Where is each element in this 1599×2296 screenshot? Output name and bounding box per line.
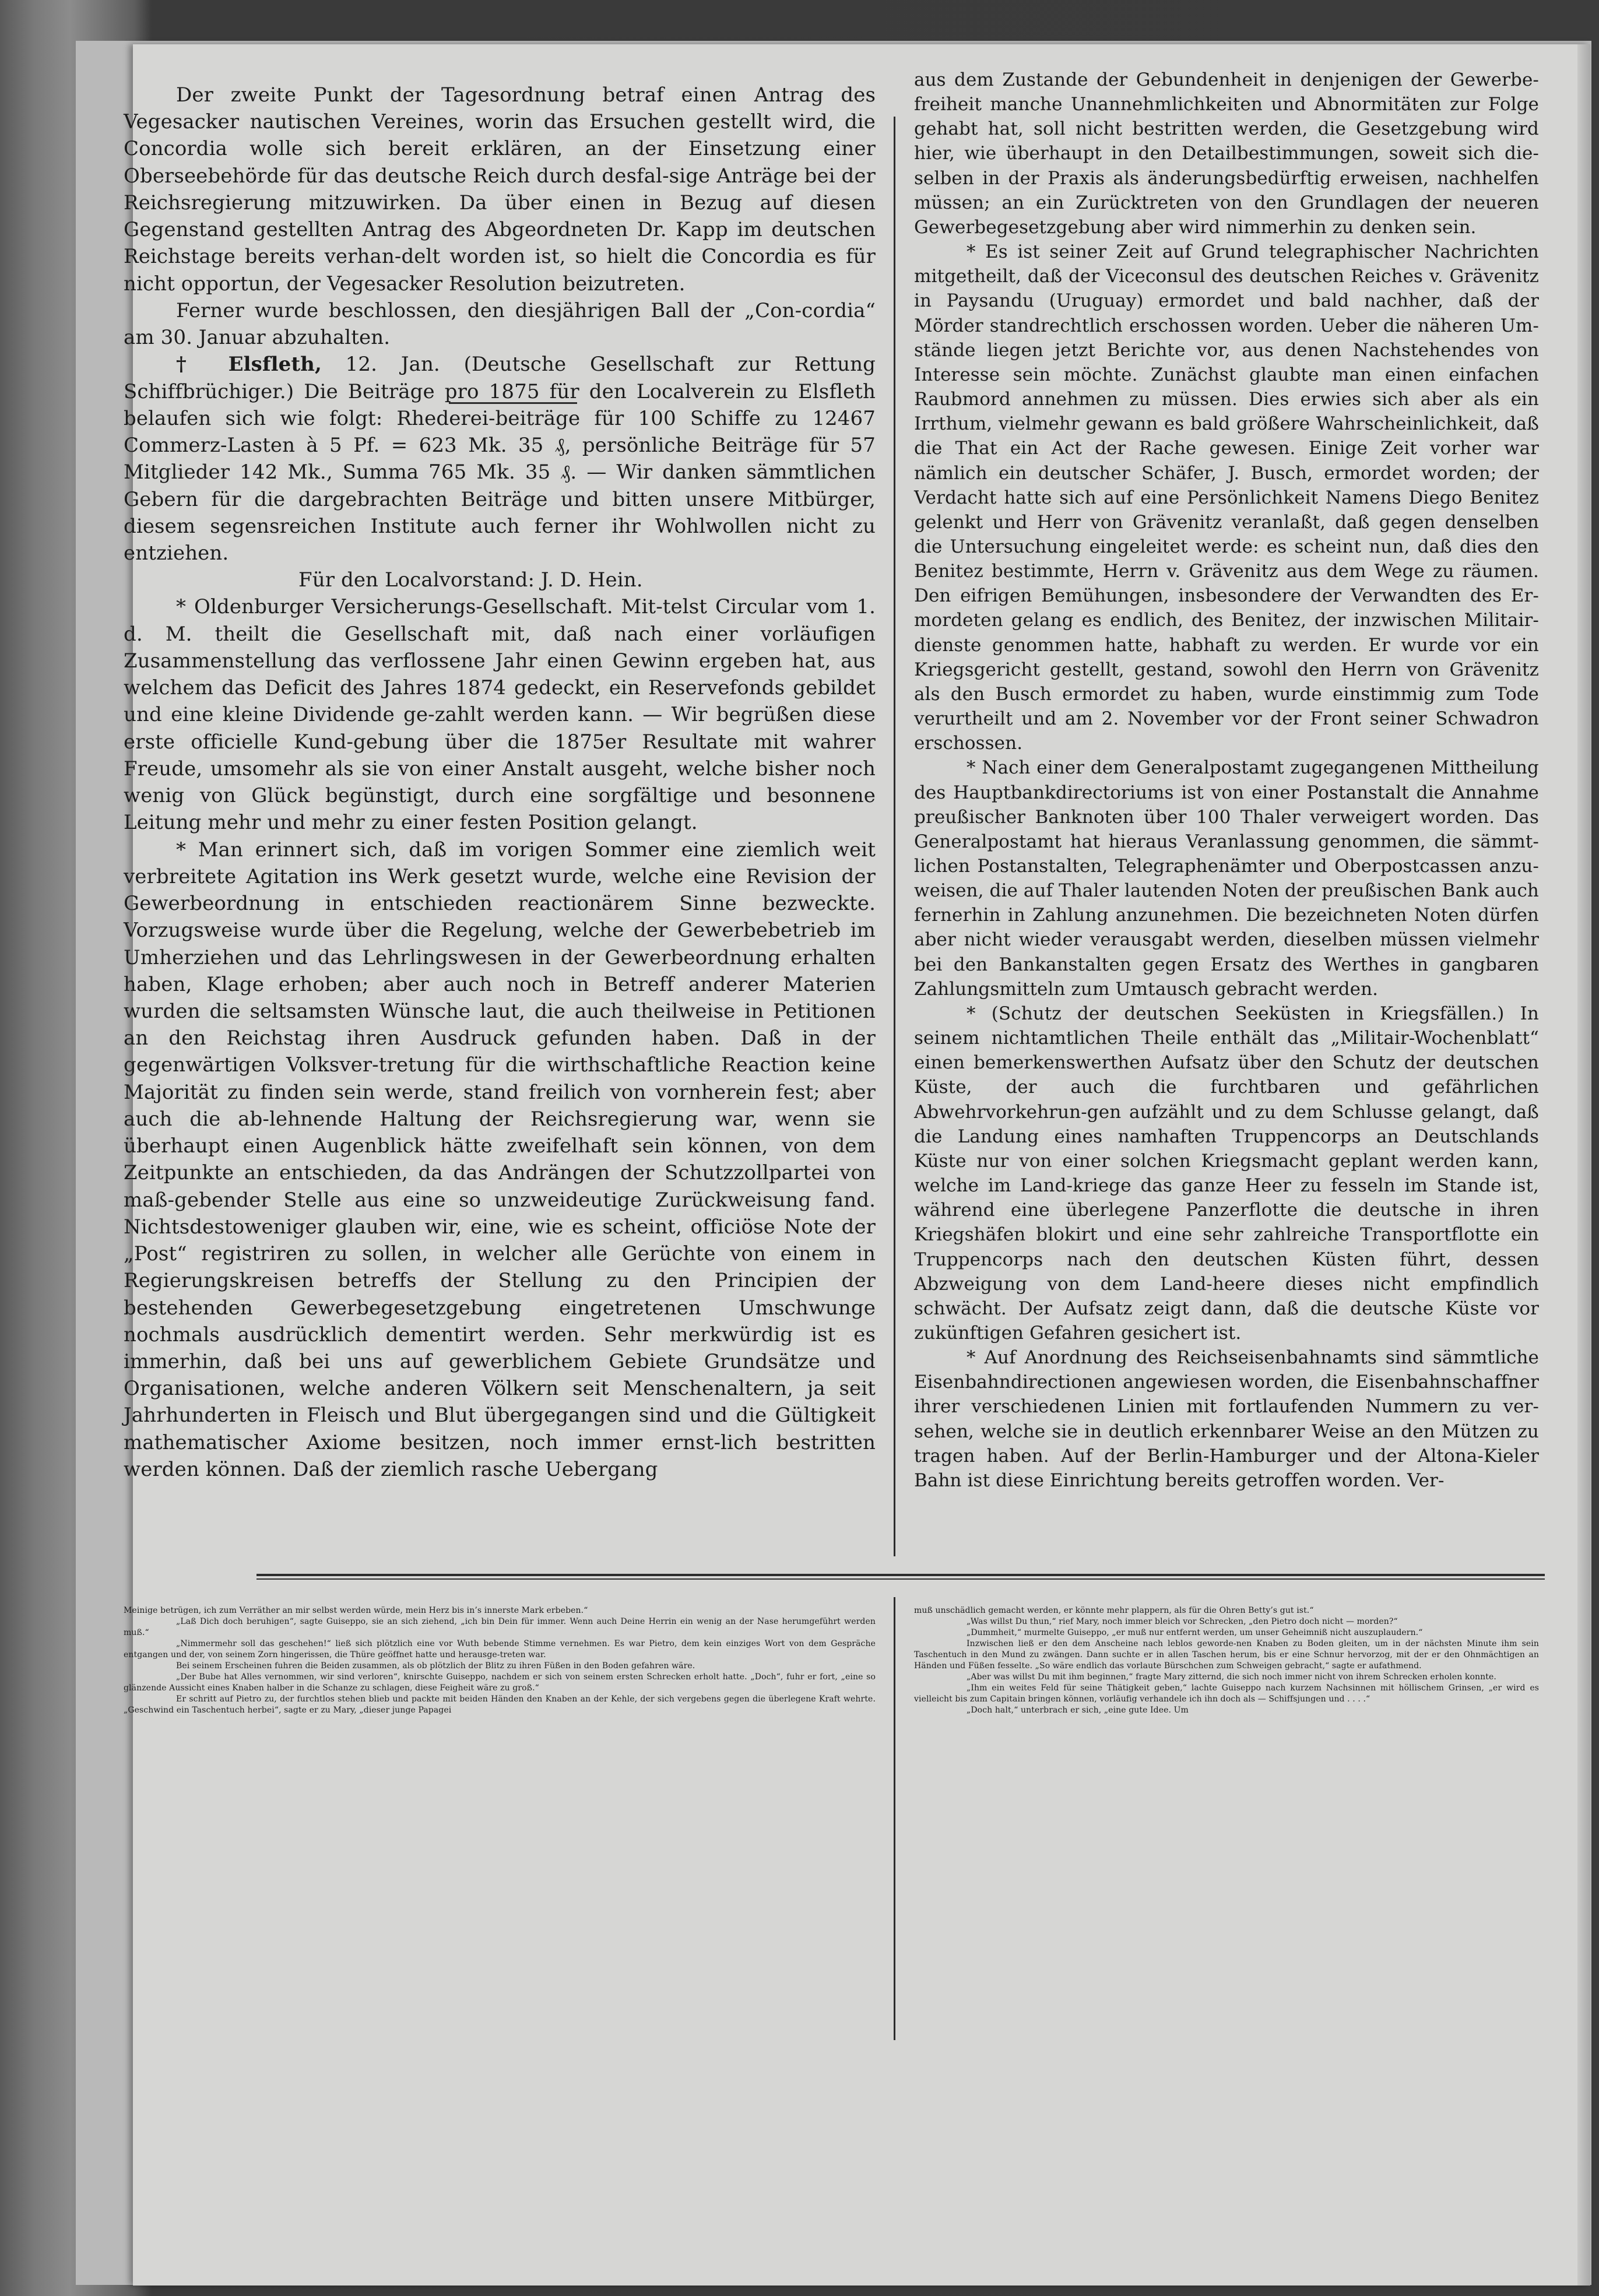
top-right-paragraph: * Auf Anordnung des Reichseisenbahnamts sind sämmtliche Eisenbahndirectionen angewiesen worden, die Eisenbahnschaffner ihrer verschiedenen Linien mit fortlaufenden Nummern zu ver-sehen, welche sie in deutlich erkennbarer Weise an den Mützen zu tragen haben. Auf der Berlin-Hamburger und der Altona-Kieler Bahn ist diese Einrichtung bereits getroffen worden. Ver- bbox=[914, 1347, 1539, 1491]
bottom-left-paragraph: „Nimmermehr soll das geschehen!“ ließ sich plötzlich eine vor Wuth bebende Stimme vernehmen. Es war Pietro, dem kein einziges Wort von dem Gespräche entgangen und der, von seinem Zorn hingerissen, die Thüre geöffnet hatte und herausge-treten war. bbox=[124, 1639, 876, 1660]
page-edge bbox=[1577, 44, 1590, 2286]
bottom-right-paragraph: muß unschädlich gemacht werden, er könnte mehr plappern, als für die Ohren Betty’s gut ist.“ bbox=[914, 1606, 1314, 1615]
column-divider-bottom bbox=[894, 1597, 895, 2040]
top-right-paragraph: * (Schutz der deutschen Seeküsten in Kriegsfällen.) In seinem nichtamtlichen Theile enthält das „Militair-Wochenblatt“ einen bemerkenswerthen Aufsatz über den Schutz der deutschen Küste, der auch die furchtbaren und gefährlichen Abwehrvorkehrun-gen aufzählt und zu dem Schlusse gelangt, daß die Landung eines namhaften Truppencorps an Deutschlands Küste nur von einer solchen Kriegsmacht geplant werden kann, welche im Land-kriege das ganze Heer zu fesseln im Stande ist, während eine überlegene Panzerflotte die deutsche in ihren Kriegshäfen blokirt und eine sehr zahlreiche Transportflotte ein Truppencorps nach den deutschen Küsten führt, dessen Abzweigung von dem Land-heere dieses nicht empfindlich schwächt. Der Aufsatz zeigt dann, daß die deutsche Küste vor zukünftigen Gefahren gesichert ist. bbox=[914, 1003, 1539, 1344]
bottom-right-paragraph: „Dummheit,“ murmelte Guiseppo, „er muß nur entfernt werden, um unser Geheimniß nicht auszuplaudern.“ bbox=[967, 1628, 1423, 1638]
bottom-right-paragraph: „Was willst Du thun,“ rief Mary, noch immer bleich vor Schrecken, „den Pietro doch nicht — morden?“ bbox=[967, 1617, 1398, 1627]
feuilleton-divider bbox=[256, 1574, 1545, 1576]
top-left-paragraph: Ferner wurde beschlossen, den diesjährigen Ball der „Con-cordia“ am 30. Januar abzuhalten. bbox=[124, 298, 876, 350]
feuilleton-column-left bbox=[124, 1605, 876, 2089]
paragraph-text: 12. Jan. (Deutsche Gesellschaft zur Rettung Schiffbrüchiger.) Die Beiträge pro 1875 für den Localverein zu Elsfleth belaufen sich wie folgt: Rhederei-beiträge für 100 Schiffe zu 12467 Commerz-Lasten à 5 Pf. = 623 Mk. 35 ₰, persönliche Beiträge für 57 Mitglieder 142 Mk., Summa 765 Mk. 35 ₰. — Wir danken sämmtlichen Gebern für die dargebrachten Beiträge und bitten unsere Mitbürger, diesem segensreichen Institute auch ferner ihr Wohlwollen nicht zu entziehen. bbox=[124, 353, 876, 565]
bottom-right-paragraph: „Aber was willst Du mit ihm beginnen,“ fragte Mary zitternd, die sich noch immer nicht von ihrem Schrecken erholen konnte. bbox=[967, 1672, 1496, 1682]
top-left-paragraph bbox=[124, 351, 876, 567]
bottom-left-paragraph: Meinige betrügen, ich zum Verräther an mir selbst werden würde, mein Herz bis in’s innerste Mark erbeben.“ bbox=[124, 1606, 588, 1615]
bottom-left-paragraph: „Der Bube hat Alles vernommen, wir sind verloren“, knirschte Guiseppo, nachdem er sich von seinem ersten Schrecken erholt hatte. „Doch“, fuhr er fort, „eine so glänzende Aussicht eines Knaben halber in die Schanze zu schlagen, diese Feigheit wäre zu groß.“ bbox=[124, 1672, 876, 1693]
bottom-left-paragraph: Er schritt auf Pietro zu, der furchtlos stehen blieb und packte mit beiden Händen den Knaben an der Kehle, der sich vergebens gegen die überlegene Kraft wehrte. „Geschwind ein Taschentuch herbei“, sagte er zu Mary, „dieser junge Papagei bbox=[124, 1694, 876, 1715]
top-left-paragraph: Der zweite Punkt der Tagesordnung betraf einen Antrag des Vegesacker nautischen Vereines, worin das Ersuchen gestellt wird, die Concordia wolle sich bereit erklären, an der Einsetzung einer Oberseebehörde für das deutsche Reich durch desfal-sige Anträge bei der Reichsregierung mitzuwirken. Da über einen in Bezug auf diesen Gegenstand gestellten Antrag des Abgeordneten Dr. Kapp im deutschen Reichstage bereits verhan-delt worden ist, so hielt die Concordia es für nicht opportun, der Vegesacker Resolution beizutreten. bbox=[124, 83, 876, 296]
bottom-left-paragraph: „Laß Dich doch beruhigen“, sagte Guiseppo, sie an sich ziehend, „ich bin Dein für immer. Wenn auch Deine Herrin ein wenig an der Nase herumgeführt werden muß.“ bbox=[124, 1617, 876, 1638]
feuilleton-divider-thin bbox=[256, 1578, 1545, 1580]
top-right-paragraph: aus dem Zustande der Gebundenheit in denjenigen der Gewerbe-freiheit manche Unannehmlichkeiten und Abnormitäten zur Folge gehabt hat, soll nicht bestritten werden, die Gesetzgebung wird hier, wie überhaupt in den Detailbestimmungen, soweit sich die-selben in der Praxis als änderungsbedürftig erweisen, nachhelfen müssen; an ein Zurücktreten von den Grundlagen der neueren Gewerbegesetzgebung aber wird nimmerhin zu denken sein. bbox=[914, 69, 1539, 238]
bottom-left-paragraph: Bei seinem Erscheinen fuhren die Beiden zusammen, als ob plötzlich der Blitz zu ihren Füßen in den Boden gefahren wäre. bbox=[176, 1661, 695, 1671]
feuilleton-column-right bbox=[914, 1605, 1539, 2089]
top-right-paragraph: * Es ist seiner Zeit auf Grund telegraphischer Nachrichten mitgetheilt, daß der Viceconsul des deutschen Reiches v. Grävenitz in Paysandu (Uruguay) ermordet und bald nachher, daß der Mörder standrechtlich erschossen worden. Ueber die näheren Um-stände liegen jetzt Berichte vor, aus denen Nachstehendes von Interesse sein möchte. Zunächst glaubte man einen einfachen Raubmord annehmen zu müssen. Dies erwies sich aber als ein Irrthum, vielmehr gewann es bald größere Wahrscheinlichkeit, daß die That ein Act der Rache gewesen. Einige Zeit vorher war nämlich ein deutscher Schäfer, J. Busch, ermordet worden; der Verdacht hatte sich auf eine Persönlichkeit Namens Diego Benitez gelenkt und Herr von Grävenitz veranlaßt, daß gegen denselben die Untersuchung eingeleitet werde: es scheint nun, daß dies den Benitez bestimmte, Herrn v. Grävenitz aus dem Wege zu räumen. Den eifrigen Bemühungen, insbesondere der Verwandten des Er-mordeten gelang es endlich, des Benitez, der inzwischen Militair-dienste genommen hatte, habhaft zu werden. Er wurde vor ein Kriegsgericht gestellt, gestand, sowohl den Herrn von Grävenitz als den Busch ermordet zu haben, wurde einstimmig zum Tode verurtheilt und am 2. November vor der Front seiner Schwadron erschossen. bbox=[914, 241, 1539, 754]
top-right-paragraph: * Nach einer dem Generalpostamt zugegangenen Mittheilung des Hauptbankdirectoriums ist von einer Postanstalt die Annahme preußischer Banknoten über 100 Thaler verweigert worden. Das Generalpostamt hat hieraus Veranlassung genommen, die sämmt-lichen Postanstalten, Telegraphenämter und Oberpostcassen anzu-weisen, die auf Thaler lautenden Noten der preußischen Bank auch fernerhin in Zahlung anzunehmen. Die bezeichneten Noten dürfen aber nicht wieder verausgabt werden, dieselben müssen vielmehr bei den Bankanstalten gegen Ersatz des Werthes in gangbaren Zahlungsmitteln zum Umtausch gebracht werden. bbox=[914, 757, 1539, 1000]
bottom-right-paragraph: Inzwischen ließ er den dem Anscheine nach leblos geworde-nen Knaben zu Boden gleiten, um in der nächsten Minute ihm sein Taschentuch in den Mund zu zwängen. Dann suchte er in allen Taschen herum, bis er eine Schnur hervorzog, mit der er den Ohnmächtigen an Händen und Füßen fesselte. „So wäre endlich das vorlaute Bürschchen zum Schweigen gebracht,“ sagte er aufathmend. bbox=[914, 1639, 1539, 1671]
dateline: † Elsfleth, bbox=[176, 353, 322, 377]
bottom-right-paragraph: „Ihm ein weites Feld für seine Thätigkeit geben,“ lachte Guiseppo nach kurzem Nachsinnen mit höllischem Grinsen, „er wird es vielleicht bis zum Capitain bringen können, vorläufig verhandele ich ihn doch als — Schiffsjungen und . . . .“ bbox=[914, 1683, 1539, 1704]
top-left-paragraph: Für den Localvorstand: J. D. Hein. bbox=[298, 568, 643, 592]
news-column-left bbox=[124, 82, 876, 1556]
top-left-paragraph: * Oldenburger Versicherungs-Gesellschaft. Mit-telst Circular vom 1. d. M. theilt die Gesellschaft mit, daß nach einer vorläufigen Zusammenstellung das verflossene Jahr einen Gewinn ergeben hat, aus welchem das Deficit des Jahres 1874 gedeckt, ein Reservefonds gebildet und eine kleine Dividende ge-zahlt werden kann. — Wir begrüßen diese erste officielle Kund-gebung über die 1875er Resultate mit wahrer Freude, umsomehr als sie von einer Anstalt ausgeht, welche bisher noch wenig von Glück begünstigt, durch eine sorgfältige und besonnene Leitung mehr und mehr zu einer festen Position gelangt. bbox=[124, 595, 876, 835]
bottom-right-paragraph: „Doch halt,“ unterbrach er sich, „eine gute Idee. Um bbox=[967, 1706, 1189, 1715]
top-left-paragraph: * Man erinnert sich, daß im vorigen Sommer eine ziemlich weit verbreitete Agitation ins Werk gesetzt wurde, welche eine Revision der Gewerbeordnung in entschieden reactionärem Sinne bezweckte. Vorzugsweise wurde über die Regelung, welche der Gewerbebetrieb im Umherziehen und das Lehrlingswesen in der Gewerbeordnung erhalten haben, Klage erhoben; aber auch noch in Betreff anderer Materien wurden die seltsamsten Wünsche laut, die auch theilweise in Petitionen an den Reichstag ihren Ausdruck gefunden haben. Daß in der gegenwärtigen Volksver-tretung für die wirthschaftliche Reaction keine Majorität zu finden sein werde, stand freilich von vornherein fest; aber auch die ab-lehnende Haltung der Reichsregierung war, wenn sie überhaupt einen Augenblick hätte zweifelhaft sein können, von dem Zeitpunkte an entschieden, da das Andrängen der Schutzzollpartei von maß-gebender Stelle aus eine so unzweideutige Zurückweisung fand. Nichtsdestoweniger glauben wir, eine, wie es scheint, officiöse Note der „Post“ registriren zu sollen, in welcher alle Gerüchte von einem in Regierungskreisen betreffs der Stellung zu den Principien der bestehenden Gewerbegesetzgebung eingetretenen Umschwunge nochmals ausdrücklich dementirt werden. Sehr merkwürdig ist es immerhin, daß bei uns auf gewerblichem Gebiete Grundsätze und Organisationen, welche anderen Völkern seit Menschenaltern, ja seit Jahrhunderten in Fleisch und Blut übergegangen sind und die Gültigkeit mathematischer Axiome besitzen, noch immer ernst-lich bestritten werden können. Daß der ziemlich rasche Uebergang bbox=[124, 838, 876, 1481]
column-divider-top bbox=[894, 117, 895, 1556]
news-column-right bbox=[914, 68, 1539, 1548]
